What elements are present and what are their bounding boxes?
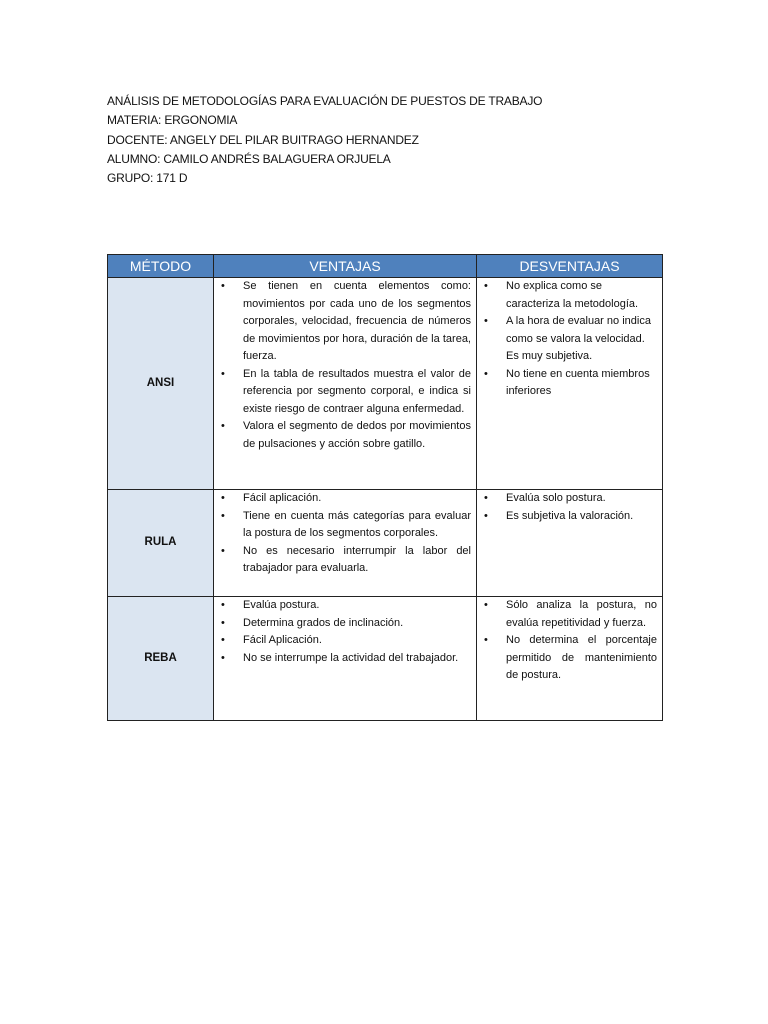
list-item: • No explica como se caracteriza la metodología.	[477, 278, 662, 313]
column-header-advantages: VENTAJAS	[214, 255, 477, 278]
disadvantages-list	[477, 278, 662, 401]
disadvantages-cell	[477, 278, 663, 490]
disadvantages-list	[477, 597, 662, 685]
advantages-cell	[214, 278, 477, 490]
table-header-row	[108, 255, 663, 278]
list-item: • Evalúa postura.	[214, 597, 476, 615]
list-item: • Determina grados de inclinación.	[214, 615, 476, 633]
list-item: • Tiene en cuenta más categorías para evaluar la postura de los segmentos corporales.	[214, 508, 476, 543]
column-header-method: MÉTODO	[108, 255, 214, 278]
list-item: • Sólo analiza la postura, no evalúa repetitividad y fuerza.	[477, 597, 662, 632]
list-item: • No determina el porcentaje permitido de mantenimiento de postura.	[477, 632, 662, 685]
methods-comparison-table	[107, 254, 663, 721]
table-row	[108, 278, 663, 490]
list-item: • Es subjetiva la valoración.	[477, 508, 662, 526]
advantages-cell	[214, 490, 477, 597]
list-item: • Evalúa solo postura.	[477, 490, 662, 508]
list-item: • En la tabla de resultados muestra el valor de referencia por segmento corporal, e indica si existe riesgo de contraer alguna enfermedad.	[214, 366, 476, 419]
subject-line: MATERIA: ERGONOMIA	[107, 113, 238, 128]
advantages-cell	[214, 597, 477, 721]
document-header	[107, 92, 542, 188]
table-row	[108, 597, 663, 721]
method-name-cell: ANSI	[108, 278, 214, 490]
disadvantages-cell	[477, 490, 663, 597]
list-item: • A la hora de evaluar no indica como se valora la velocidad. Es muy subjetiva.	[477, 313, 662, 366]
disadvantages-cell	[477, 597, 663, 721]
document-title: ANÁLISIS DE METODOLOGÍAS PARA EVALUACIÓN DE PUESTOS DE TRABAJO	[107, 94, 543, 108]
advantages-list	[214, 597, 476, 667]
disadvantages-list	[477, 490, 662, 525]
list-item: • Valora el segmento de dedos por movimientos de pulsaciones y acción sobre gatillo.	[214, 418, 476, 453]
method-name-cell: RULA	[108, 490, 214, 597]
list-item: • Se tienen en cuenta elementos como: movimientos por cada uno de los segmentos corporales, velocidad, frecuencia de números de movimientos por hora, duración de la tarea, fuerza.	[214, 278, 476, 366]
method-name-cell: REBA	[108, 597, 214, 721]
list-item: • Fácil Aplicación.	[214, 632, 476, 650]
advantages-list	[214, 278, 476, 453]
column-header-disadvantages: DESVENTAJAS	[477, 255, 663, 278]
list-item: • No se interrumpe la actividad del trabajador.	[214, 650, 476, 668]
teacher-line: DOCENTE: ANGELY DEL PILAR BUITRAGO HERNANDEZ	[107, 132, 419, 147]
list-item: • No tiene en cuenta miembros inferiores	[477, 366, 662, 401]
list-item: • No es necesario interrumpir la labor del trabajador para evaluarla.	[214, 543, 476, 578]
advantages-list	[214, 490, 476, 578]
group-line: GRUPO: 171 D	[107, 171, 188, 186]
list-item: • Fácil aplicación.	[214, 490, 476, 508]
student-line: ALUMNO: CAMILO ANDRÉS BALAGUERA ORJUELA	[107, 151, 391, 166]
table-row	[108, 490, 663, 597]
